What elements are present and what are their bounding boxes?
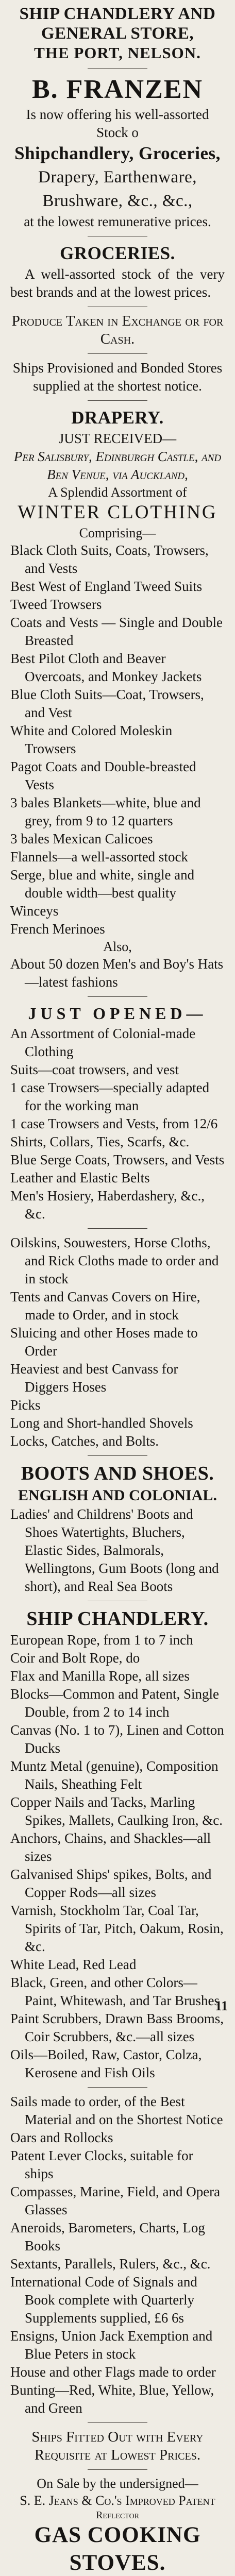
comprising: Comprising—: [79, 526, 156, 540]
gas-stoves-heading: GAS COOKING STOVES.: [34, 2523, 201, 2575]
boots-heading: BOOTS AND SHOES.: [21, 1463, 214, 1484]
hats-item: About 50 dozen Men's and Boy's Hats—latest fashions: [10, 956, 224, 990]
list-item: Blue Cloth Suits—Coat, Trowsers, and Vest: [10, 687, 204, 720]
list-item: Serge, blue and white, single and double width—best quality: [10, 867, 195, 901]
list-item: 3 bales Mexican Calicoes: [10, 831, 153, 846]
list-item: Compasses, Marine, Field, and Opera Glasses: [10, 2184, 221, 2217]
list-item: Men's Hosiery, Haberdashery, &c., &c.: [10, 1188, 205, 1222]
list-item: Tents and Canvas Covers on Hire, made to Order, and in stock: [10, 1289, 200, 1323]
list-item: 3 bales Blankets—white, blue and grey, from 9 to 12 quarters: [10, 795, 201, 828]
list-item: Copper Nails and Tacks, Marling Spikes, Mallets, Caulking Iron, &c.: [10, 1794, 223, 1828]
ships-provisioned-notice: Ships Provisioned and Bonded Stores supplied at the shortest notice.: [12, 360, 223, 394]
page-number: 11: [215, 1998, 228, 2013]
opened-list-2: [10, 1234, 225, 1450]
just-received: JUST RECEIVED—: [58, 431, 177, 446]
divider: [88, 1228, 147, 1229]
list-item: Black Cloth Suits, Coats, Trowsers, and Vests: [10, 543, 209, 576]
stock-line-3: Brushware, &c., &c.,: [42, 192, 193, 210]
divider: [88, 2422, 147, 2423]
list-item: Suits—coat trowsers, and vest: [10, 1062, 179, 1077]
stock-line-4: at the lowest remunerative prices.: [24, 214, 211, 229]
groceries-text: A well-assorted stock of the very best brands and at the lowest prices.: [10, 266, 225, 300]
list-item: Locks, Catches, and Bolts.: [10, 1433, 159, 1449]
ship-list-2: [10, 2093, 225, 2417]
list-item: Bunting—Red, White, Blue, Yellow, and Green: [10, 2382, 214, 2416]
list-item: Flax and Manilla Rope, all sizes: [10, 1668, 190, 1684]
divider: [88, 2087, 147, 2088]
list-item: 1 case Trowsers—specially adapted for the working man: [10, 1080, 210, 1113]
list-item: Leather and Elastic Belts: [10, 1170, 150, 1185]
list-item: 1 case Trowsers and Vests, from 12/6: [10, 1116, 218, 1131]
list-item: French Merinoes: [10, 921, 105, 937]
list-item: Winceys: [10, 903, 59, 919]
list-item: Oils—Boiled, Raw, Castor, Colza, Kerosene and Fish Oils: [10, 2047, 202, 2080]
list-item: Sails made to order, of the Best Material and on the Shortest Notice: [10, 2094, 223, 2127]
ships-fitted-notice: Ships Fitted Out with Every Requisite at Lowest Prices.: [31, 2429, 204, 2463]
boots-subheading: ENGLISH AND COLONIAL.: [18, 1487, 217, 1504]
list-item: Ensigns, Union Jack Exemption and Blue Peters in stock: [10, 2328, 213, 2362]
divider: [88, 2469, 147, 2470]
boots-text: Ladies' and Childrens' Boots and Shoes Watertights, Bluchers, Elastic Sides, Balmorals, Wellingtons, Gum Boots (long and short), and Real Sea Boots: [10, 1506, 219, 1594]
list-item: House and other Flags made to order: [10, 2364, 216, 2380]
list-item: Oilskins, Souwesters, Horse Cloths, and Rick Cloths made to order and in stock: [10, 1235, 219, 1286]
divider: [88, 400, 147, 401]
list-item: An Assortment of Colonial-made Clothing: [10, 1026, 196, 1059]
produce-notice: Produce Taken in Exchange or for Cash.: [11, 313, 224, 347]
list-item: Sextants, Parallels, Rulers, &c., &c.: [10, 2256, 211, 2272]
list-item: Oars and Rollocks: [10, 2130, 113, 2145]
intro-text: Is now offering his well-assorted Stock o: [26, 107, 209, 140]
stove-maker: S. E. Jeans & Co.'s Improved Patent: [20, 2493, 215, 2508]
merchant-name: B. FRANZEN: [31, 75, 204, 104]
on-sale-label: On Sale by the undersigned—: [37, 2476, 198, 2491]
list-item: Black, Green, and other Colors—Paint, Whitewash, and Tar Brushes: [10, 1975, 220, 2008]
list-item: Anchors, Chains, and Shackles—all sizes: [10, 1831, 211, 1864]
headline-port: THE PORT, NELSON.: [34, 44, 201, 62]
list-item: Paint Scrubbers, Drawn Bass Brooms, Coir Scrubbers, &c.—all sizes: [10, 2011, 224, 2044]
list-item: Canvas (No. 1 to 7), Linen and Cotton Ducks: [10, 1722, 224, 1756]
ships-line-1: Per Salisbury, Edinburgh Castle, and: [13, 449, 222, 464]
list-item: Blue Serge Coats, Trowsers, and Vests: [10, 1152, 225, 1167]
list-item: Coats and Vests — Single and Double Breasted: [10, 615, 223, 648]
ships-line-2: Ben Venue, via Auckland,: [47, 467, 188, 482]
list-item: Heaviest and best Canvass for Diggers Hoses: [10, 1361, 178, 1395]
list-item: Best Pilot Cloth and Beaver Overcoats, and Monkey Jackets: [10, 651, 202, 684]
ship-list: [10, 1631, 225, 2082]
list-item: White Lead, Red Lead: [10, 1957, 137, 1972]
stock-line-2: Drapery, Earthenware,: [38, 168, 197, 187]
stock-line-1: Shipchandlery, Groceries,: [14, 143, 221, 163]
list-item: Blocks—Common and Patent, Single Double, from 2 to 14 inch: [10, 1686, 219, 1720]
drapery-heading: DRAPERY.: [71, 408, 164, 428]
list-item: White and Colored Moleskin Trowsers: [10, 723, 173, 756]
winter-clothing: WINTER CLOTHING: [18, 502, 217, 523]
headline-ship-chandlery: SHIP CHANDLERY AND: [19, 5, 216, 23]
divider: [88, 353, 147, 354]
divider: [88, 1455, 147, 1456]
just-opened-heading: JUST OPENED—: [28, 1004, 207, 1023]
splendid-assortment: A Splendid Assortment of: [48, 485, 187, 500]
divider: [88, 68, 147, 69]
list-item: Picks: [10, 1397, 41, 1413]
list-item: Coir and Bolt Rope, do: [10, 1650, 140, 1666]
reflector-label: Reflector: [96, 2510, 139, 2521]
list-item: Shirts, Collars, Ties, Scarfs, &c.: [10, 1134, 190, 1149]
list-item: Aneroids, Barometers, Charts, Log Books: [10, 2220, 205, 2253]
list-item: Varnish, Stockholm Tar, Coal Tar, Spirits of Tar, Pitch, Oakum, Rosin, &c.: [10, 1903, 224, 1954]
list-item: Tweed Trowsers: [10, 597, 102, 612]
opened-list: [10, 1025, 225, 1223]
list-item: Flannels—a well-assorted stock: [10, 849, 188, 865]
headline-general-store: GENERAL STORE,: [41, 24, 194, 43]
drapery-list: [10, 541, 225, 938]
list-item: Pagot Coats and Double-breasted Vests: [10, 759, 196, 792]
ship-chandlery-heading: SHIP CHANDLERY.: [26, 1608, 209, 1630]
divider: [88, 996, 147, 997]
list-item: Best West of England Tweed Suits: [10, 579, 203, 594]
also-label: Also,: [103, 939, 132, 954]
list-item: European Rope, from 1 to 7 inch: [10, 1632, 193, 1648]
list-item: International Code of Signals and Book complete with Quarterly Supplements supplied, £6 6s: [10, 2274, 197, 2326]
list-item: Sluicing and other Hoses made to Order: [10, 1325, 198, 1359]
list-item: Galvanised Ships' spikes, Bolts, and Copper Rods—all sizes: [10, 1867, 212, 1900]
list-item: Long and Short-handled Shovels: [10, 1415, 193, 1431]
groceries-heading: GROCERIES.: [60, 243, 175, 263]
list-item: Muntz Metal (genuine), Composition Nails, Sheathing Felt: [10, 1758, 219, 1792]
list-item: Patent Lever Clocks, suitable for ships: [10, 2148, 193, 2181]
